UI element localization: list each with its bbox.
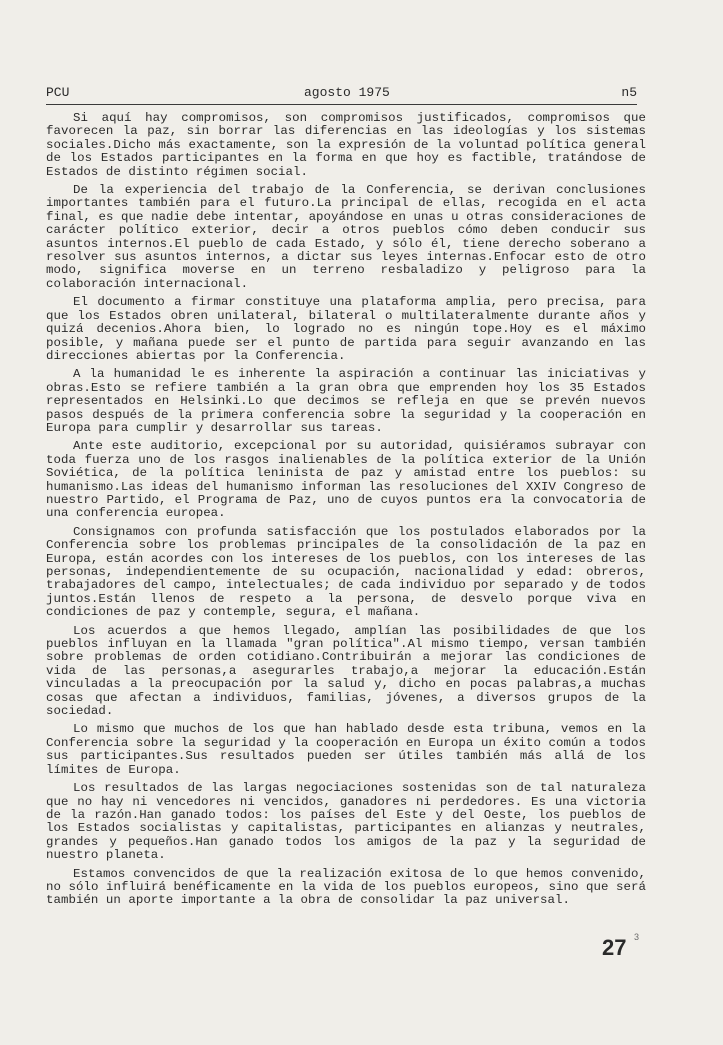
paragraph: Consignamos con profunda satisfacción que los postulados elaborados por la Conferencia sobre los problemas principales de la consolidación de la paz en Europa, están acordes con los intereses de los pueblos, con los intereses de las personas, independientemente de su ocupación, nacionalidad y edad: obreros, trabajadores del campo, intelectuales; de cada individuo por separado y de todos juntos.Están llenos de respeto a la persona, de desvelo porque viva en condiciones de paz y contemple, segura, el mañana. bbox=[46, 524, 646, 620]
header-date: agosto 1975 bbox=[304, 85, 390, 100]
paragraph: Estamos convencidos de que la realización exitosa de lo que hemos convenido, no sólo influirá benéficamente en la vida de los pueblos europeos, sino que será también un aporte importante a la obra de consolidar la paz universal. bbox=[46, 866, 646, 908]
paragraph: El documento a firmar constituye una plataforma amplia, pero precisa, para que los Estados obren unilateral, bilateral o multilateralmente durante años y quizá decenios.Ahora bien, lo logrado no es ningún tope.Hoy es el máximo posible, y mañana puede ser el punto de partida para seguir avanzando en las direcciones abiertas por la Conferencia. bbox=[46, 295, 646, 363]
paragraph: A la humanidad le es inherente la aspiración a continuar las iniciativas y obras.Esto se refiere también a la gran obra que emprenden hoy los 35 Estados representados en Helsinki.Lo que decimos se refleja en que se prevén nuevos pasos después de la primera conferencia sobre la seguridad y la cooperación en Europa para cumplir y desarrollar sus tareas. bbox=[46, 367, 646, 435]
paragraph: Los acuerdos a que hemos llegado, amplían las posibilidades de que los pueblos influyan en la llamada "gran política".Al mismo tiempo, versan también sobre problemas de orden cotidiano.Contribuirán a mejorar las condiciones de vida de las personas,a asegurarles trabajo,a mejorar la educación.Están vinculadas a la preocupación por la salud y, dicho en pocas palabras,a muchas cosas que afectan a individuos, familias, jóvenes, a diversos grupos de la sociedad. bbox=[46, 623, 646, 719]
paragraph: Si aquí hay compromisos, son compromisos justificados, compromisos que favorecen la paz, sin borrar las diferencias en las ideologías y los sistemas sociales.Dicho más exactamente, son la expresión de la voluntad política general de los Estados participantes en la forma en que hoy es factible, tratándose de Estados de distinto régimen social. bbox=[46, 111, 646, 179]
paragraph: Ante este auditorio, excepcional por su autoridad, quisiéramos subrayar con toda fuerza uno de los rasgos inalienables de la política exterior de la Unión Soviética, de la política leninista de paz y amistad entre los pueblos: su humanismo.Las ideas del humanismo informan las resoluciones del XXIV Congreso de nuestro Partido, el Programa de Paz, uno de cuyos puntos era la convocatoria de una conferencia europea. bbox=[46, 439, 646, 521]
page-number: 27 bbox=[602, 935, 627, 960]
paragraph: De la experiencia del trabajo de la Conferencia, se derivan conclusiones importantes también para el futuro.La principal de ellas, recogida en el acta final, es que nadie debe intentar, apoyándose en unas u otras consideraciones de carácter político exterior, decir a otros pueblos cómo deben conducir sus asuntos internos.El pueblo de cada Estado, y sólo él, tiene derecho soberano a resolver sus asuntos internos, a dictar sus leyes internas.Enfocar esto de otro modo, significa moverse en un terreno resbaladizo y peligroso para la colaboración internacional. bbox=[46, 183, 646, 291]
paragraph: Los resultados de las largas negociaciones sostenidas son de tal naturaleza que no hay ni vencedores ni vencidos, ganadores ni perdedores. Es una victoria de la razón.Han ganado todos: los países del Este y del Oeste, los pueblos de los Estados socialistas y capitalistas, participantes en alianzas y neutrales, grandes y pequeños.Han ganado todos los amigos de la paz y la seguridad de nuestro planeta. bbox=[46, 781, 646, 863]
page-header bbox=[46, 86, 637, 105]
document-body bbox=[46, 112, 646, 913]
header-publication: PCU bbox=[46, 85, 70, 100]
corner-mark: 3 bbox=[634, 932, 640, 942]
paragraph: Lo mismo que muchos de los que han hablado desde esta tribuna, vemos en la Conferencia sobre la seguridad y la cooperación en Europa un éxito común a todos sus participantes.Sus resultados pueden ser útiles también más allá de los límites de Europa. bbox=[46, 722, 646, 777]
header-issue-number: n5 bbox=[621, 85, 637, 100]
